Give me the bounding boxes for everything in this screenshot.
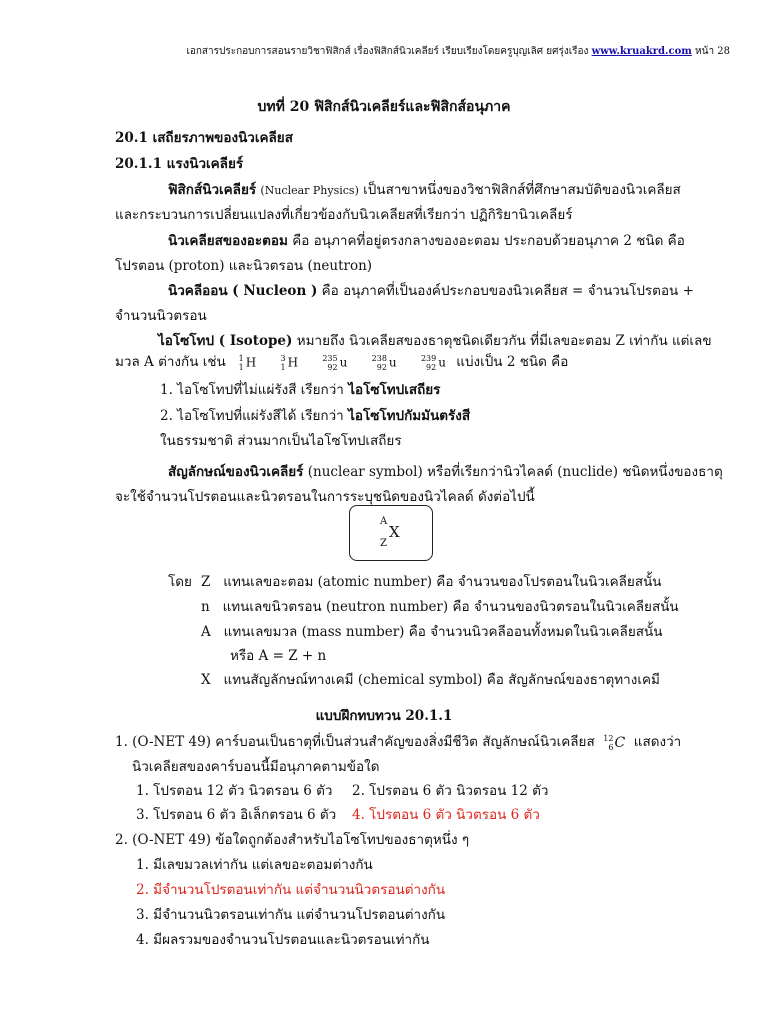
isotope-u235: 235 92 u [322,353,348,372]
q2-option-4: 4. มีผลรวมของจำนวนโปรตอนและนิวตรอนเท่ากัน [136,932,430,948]
nuclide-symbol: X [389,523,400,541]
def-nuclear-physics-line2: และกระบวนการเปลี่ยนแปลงที่เกี่ยวข้องกับนิวเคลียสที่เรียกว่า ปฏิกิริยานิวเคลียร์ [115,207,573,223]
isotope-example-prefix: มวล A ต่างกัน เช่น [115,354,226,370]
nuclide-notation-box [349,505,433,561]
page-header [186,44,730,59]
isotope-u239: 239 92 u [420,353,446,372]
subsection-heading: 20.1.1 แรงนิวเคลียร์ [115,156,244,172]
term-nuclear-symbol: สัญลักษณ์ของนิวเคลียร์ [168,464,304,480]
q1-option-4-answer: 4. โปรตอน 6 ตัว นิวตรอน 6 ตัว [352,807,540,823]
isotope-h3: 3 1 H [280,353,299,372]
legend-x: X แทนสัญลักษณ์ทางเคมี (chemical symbol) คือ สัญลักษณ์ของธาตุทางเคมี [201,672,660,688]
term-isotope: ไอโซโทป ( Isotope) [158,333,293,349]
q2-option-3: 3. มีจำนวนนิวตรอนเท่ากัน แต่จำนวนโปรตอนต่างกัน [136,907,446,923]
isotope-type-2: 2. ไอโซโทปที่แผ่รังสีได้ เรียกว่า ไอโซโทปกัมมันตรังสี [160,408,471,424]
def-nucleus [168,229,685,251]
legend-z: Z แทนเลขอะตอม (atomic number) คือ จำนวนของโปรตอนในนิวเคลียสนั้น [201,574,662,590]
q2-text: 2. (O-NET 49) ข้อใดถูกต้องสำหรับไอโซโทปของธาตุหนึ่ง ๆ [115,832,470,848]
isotope-h1: 1 1 H [238,353,257,372]
isotope-u238: 238 92 u [371,353,397,372]
legend-n: n แทนเลขนิวตรอน (neutron number) คือ จำนวนของนิวตรอนในนิวเคลียสนั้น [201,599,679,615]
q2-option-2-answer: 2. มีจำนวนโปรตอนเท่ากัน แต่จำนวนนิวตรอนต่างกัน [136,882,446,898]
isotope-example-suffix: แบ่งเป็น 2 ชนิด คือ [456,354,569,370]
q1-line2: นิวเคลียสของคาร์บอนนี้มีอนุภาคตามข้อใด [132,759,380,775]
q1-option-1: 1. โปรตอน 12 ตัว นิวตรอน 6 ตัว [136,783,333,799]
def-isotope-line2 [115,350,568,372]
def-nuclear-symbol-line2: จะใช้จำนวนโปรตอนและนิวตรอนในการระบุชนิดของนิวไคลด์ ดังต่อไปนี้ [115,489,535,505]
q1-option-3: 3. โปรตอน 6 ตัว อิเล็กตรอน 6 ตัว [136,807,337,823]
q2-option-1: 1. มีเลขมวลเท่ากัน แต่เลขอะตอมต่างกัน [136,857,373,873]
def-nuclear-physics-text: เป็นสาขาหนึ่งของวิชาฟิสิกส์ที่ศึกษาสมบัติของนิวเคลียส [363,182,681,198]
term-stable-isotope: ไอโซโทปเสถียร [348,382,441,398]
q1-option-2: 2. โปรตอน 6 ตัว นิวตรอน 12 ตัว [352,783,549,799]
legend-by: โดย [168,574,192,590]
def-nucleus-line2: โปรตอน (proton) และนิวตรอน (neutron) [115,258,373,274]
isotope-type-1: 1. ไอโซโทปที่ไม่แผ่รังสี เรียกว่า ไอโซโทปเสถียร [160,382,441,398]
page-number: หน้า 28 [695,46,730,57]
legend-a: A แทนเลขมวล (mass number) คือ จำนวนนิวคลีออนทั้งหมดในนิวเคลียสนั้น [201,624,663,640]
legend-formula: หรือ A = Z + n [230,648,327,664]
term-radioactive-isotope: ไอโซโทปกัมมันตรังสี [348,408,471,424]
exercise-title: แบบฝึกทบทวน 20.1.1 [315,708,453,724]
term-nucleon: นิวคลีออน ( Nucleon ) [168,283,318,299]
term-nucleus: นิวเคลียสของอะตอม [168,233,288,249]
chapter-title: บทที่ 20 ฟิสิกส์นิวเคลียร์และฟิสิกส์อนุภาค [257,99,511,115]
header-link[interactable]: www.kruakrd.com [591,46,692,57]
def-nucleon-line2: จำนวนนิวตรอน [115,308,207,324]
section-heading: 20.1 เสถียรภาพของนิวเคลียส [115,130,293,146]
q1-text: 1. (O-NET 49) คาร์บอนเป็นธาตุที่เป็นส่วนสำคัญของสิ่งมีชีวิต สัญลักษณ์นิวเคลียส 12 6 C แสดงว่า [115,733,682,752]
nuclide-mass-label: A [380,516,388,527]
isotope-nature-note: ในธรรมชาติ ส่วนมากเป็นไอโซโทปเสถียร [160,433,402,449]
def-nuclear-physics [168,178,681,200]
term-nuclear-physics: ฟิสิกส์นิวเคลียร์ [168,182,257,198]
def-nucleon [168,279,694,301]
header-text: เอกสารประกอบการสอนรายวิชาฟิสิกส์ เรื่องฟิสิกส์นิวเคลียร์ เรียบเรียงโดยครูบุญเลิศ ยศรุ่งเรือง [186,46,589,57]
def-nuclear-symbol-text: (nuclear symbol) หรือที่เรียกว่านิวไคลด์ (nuclide) ชนิดหนึ่งของธาตุ [307,464,723,480]
def-nucleon-text: คือ อนุภาคที่เป็นองค์ประกอบของนิวเคลียส = จำนวนโปรตอน + [321,283,694,299]
carbon-symbol: 12 6 C [603,733,626,752]
term-nuclear-physics-eng: (Nuclear Physics) [260,184,359,197]
def-isotope [158,329,712,351]
def-nuclear-symbol [168,460,723,482]
def-nucleus-text: คือ อนุภาคที่อยู่ตรงกลางของอะตอม ประกอบด้วยอนุภาค 2 ชนิด คือ [292,233,685,249]
def-isotope-text: หมายถึง นิวเคลียสของธาตุชนิดเดียวกัน ที่มีเลขอะตอม Z เท่ากัน แต่เลข [296,333,712,349]
nuclide-atomic-label: Z [380,538,387,549]
